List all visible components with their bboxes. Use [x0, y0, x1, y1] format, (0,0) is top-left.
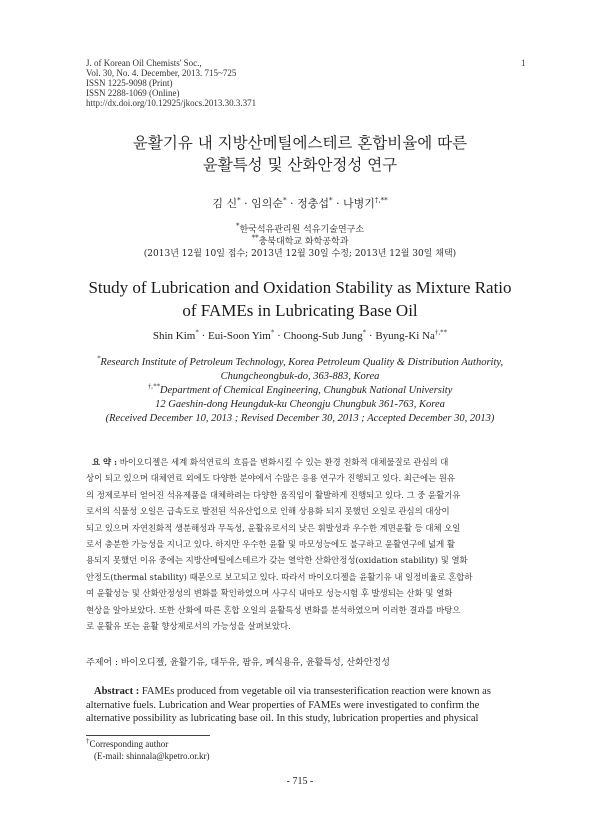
author-mark: * — [237, 196, 241, 205]
korean-title-line-1: 윤활기유 내 지방산메틸에스테르 혼합비율에 따른 — [132, 134, 468, 152]
english-affiliations — [0, 356, 600, 426]
author-separator: · — [240, 197, 252, 210]
author-name: Eui-Soon Yim — [207, 330, 271, 342]
korean-affiliations — [0, 224, 600, 260]
korean-abstract — [86, 454, 520, 634]
author-separator: · — [198, 330, 208, 342]
english-affiliation-2-address: 12 Gaeshin-dong Heungduk-ku Cheongju Chungbuk 361-763, Korea — [155, 399, 445, 410]
abstract-line: 안정도(thermal stability) 때문으로 보고되고 있다. 따라서 바이오디젤을 윤활기유 내 일정비율로 혼합하 — [86, 571, 473, 582]
page-number-top: 1 — [521, 58, 526, 68]
english-title — [0, 276, 600, 322]
english-affiliation-2: †,**Department of Chemical Engineering, Chungbuk National University — [147, 382, 453, 396]
author-separator: · — [286, 197, 298, 210]
abstract-line: 되고 있으며 자연친화적 생분해성과 무독성, 윤활유로서의 낮은 휘발성과 우수한 계면윤활 등 대체 오일 — [86, 522, 461, 533]
abstract-line: 현상을 알아보았다. 또한 산화에 따른 혼합 오일의 윤활특성 변화를 분석하였으며 이러한 결과를 바탕으 — [86, 604, 461, 615]
abstract-line: FAMEs produced from vegetable oil via transesterification reaction were known as — [141, 686, 491, 697]
issn-online: ISSN 2288-1069 (Online) — [86, 88, 180, 98]
author-mark: †,** — [434, 328, 448, 337]
author-name: Choong-Sub Jung — [283, 330, 363, 342]
korean-affiliation-1: *한국석유관리원 석유기술연구소 — [235, 222, 365, 235]
english-title-line-2: of FAMEs in Lubricating Base Oil — [182, 301, 418, 320]
korean-authors — [0, 195, 600, 211]
author-mark: * — [362, 328, 367, 337]
author-mark: * — [270, 328, 275, 337]
author-separator: · — [274, 330, 284, 342]
doi-link[interactable]: http://dx.doi.org/10.12925/jkocs.2013.30.3.371 — [86, 98, 257, 108]
korean-title — [0, 132, 600, 176]
abstract-line: 의 정제로부터 얻어진 석유제품을 대체하려는 다양한 움직임이 활발하게 진행되고 있다. 그 중 윤활기유 — [86, 489, 461, 500]
abstract-line: 로서의 식물성 오일은 급속도로 발전된 석유산업으로 인해 상용화 되지 못했던 오일로 관심의 대상이 — [86, 506, 450, 517]
issn-print: ISSN 1225-9098 (Print) — [86, 78, 173, 88]
footnote-mark: † — [86, 737, 90, 745]
footnote — [86, 738, 386, 762]
author-separator: · — [366, 330, 376, 342]
journal-citation — [86, 58, 386, 108]
english-affiliation-1-address: Chungcheongbuk-do, 363-883, Korea — [220, 371, 380, 382]
author-name: 정충섭 — [297, 197, 329, 210]
english-affiliation-1: *Research Institute of Petroleum Technology, Korea Petroleum Quality & Distribution Authority, — [96, 354, 504, 368]
author-mark: †,** — [374, 196, 388, 205]
page-number-footer: - 715 - — [286, 776, 314, 787]
author-mark: * — [195, 328, 199, 337]
author-name: 임의순 — [251, 197, 284, 210]
english-title-line-1: Study of Lubrication and Oxidation Stability as Mixture Ratio — [88, 278, 512, 297]
korean-affiliation-2: **충북대학교 화학공학과 — [251, 234, 349, 247]
english-authors — [0, 330, 600, 342]
author-mark: * — [283, 196, 287, 205]
abstract-line: 로 윤활유 또는 윤활 향상제로서의 가능성을 살펴보았다. — [86, 620, 291, 631]
affiliation-mark: ** — [251, 234, 259, 242]
abstract-line: 여 윤활성능 및 산화안정성의 변화를 확인하였으며 사구식 내마모 성능시험 후 발생되는 산화 및 열화 — [86, 588, 453, 599]
author-name: Shin Kim — [152, 330, 196, 342]
corresponding-email: (E-mail: shinnala@kpetro.or.kr) — [94, 751, 210, 761]
abstract-line: alternative fuels. Lubrication and Wear properties of FAMEs were investigated to confirm the — [86, 699, 480, 711]
author-name: 나병기 — [342, 197, 375, 210]
english-dates: (Received December 10, 2013 ; Revised December 30, 2013 ; Accepted December 30, 2013) — [105, 413, 495, 424]
author-mark: * — [328, 196, 333, 205]
corresponding-author-label: Corresponding author — [89, 739, 169, 749]
english-abstract-label: Abstract : — [94, 686, 140, 697]
korean-title-line-2: 윤활특성 및 산화안정성 연구 — [202, 156, 398, 174]
abstract-line: 용되지 못했던 이유 중에는 지방산메틸에스테르가 갖는 열악한 산화안정성(oxidation stability) 및 열화 — [86, 555, 468, 566]
affiliation-mark: * — [96, 354, 101, 363]
author-name: Byung-Ki Na — [375, 330, 435, 342]
affiliation-mark: †,** — [147, 382, 160, 391]
footnote-divider — [86, 735, 210, 736]
affiliation-mark: * — [235, 222, 240, 230]
journal-name: J. of Korean Oil Chemists' Soc., — [86, 58, 202, 68]
english-abstract — [86, 685, 520, 726]
author-separator: · — [332, 197, 343, 210]
author-name: 김 신 — [212, 197, 238, 210]
korean-dates: (2013년 12월 10일 접수; 2013년 12월 30일 수정; 2013년 12월 30일 채택) — [143, 249, 457, 259]
korean-keywords: 주제어 : 바이오디젤, 윤활기유, 대두유, 팜유, 폐식용유, 윤활특성, 산화안정성 — [86, 658, 390, 668]
korean-abstract-label: 요 약 : — [92, 457, 118, 467]
journal-volume: Vol. 30, No. 4. December, 2013. 715~725 — [86, 68, 237, 78]
abstract-line: 로서 충분한 가능성을 지니고 있다. 하지만 우수한 윤활 및 마모성능에도 불구하고 윤활연구에 넓게 활 — [86, 538, 455, 549]
abstract-line: 상이 되고 있으며 대체연료 외에도 다양한 분야에서 수많은 응용 연구가 진행되고 있다. 최근에는 원유 — [86, 473, 455, 484]
abstract-line: alternative possibility as lubricating base oil. In this study, lubrication properties and physical — [86, 713, 479, 725]
abstract-line: 바이오디젤은 세계 화석연료의 흐름을 변화시킬 수 있는 환경 친화적 대체물질로 관심의 대 — [119, 457, 449, 467]
